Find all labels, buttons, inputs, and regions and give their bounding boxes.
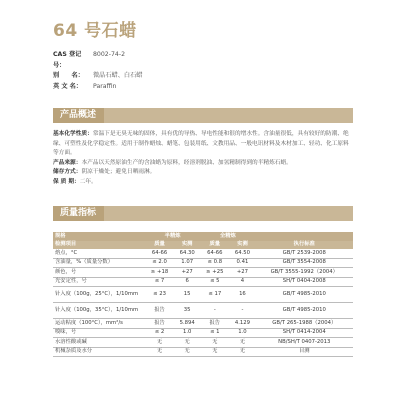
page-title: 64 号石蜡 — [53, 21, 137, 41]
table-row — [53, 268, 353, 278]
overview-key: 储存方式： — [53, 169, 82, 176]
table-row — [53, 303, 353, 319]
item-name-cell: 运动粘度（100°C），mm²/s — [53, 319, 145, 329]
standard-cell: SH/T 0404-2008 — [256, 277, 353, 287]
value-cell: - — [200, 303, 229, 319]
table-row — [53, 277, 353, 287]
value-cell: 报告 — [145, 303, 174, 319]
product-meta — [53, 50, 143, 92]
value-cell: 5.894 — [174, 319, 200, 329]
table-row — [53, 328, 353, 338]
value-cell: ≤ 5 — [200, 277, 229, 287]
value-cell: 无 — [229, 347, 255, 357]
value-cell: 无 — [174, 347, 200, 357]
overview-value: 二年。 — [79, 178, 97, 185]
item-name-cell: 嗅味，号 — [53, 328, 145, 338]
item-name-cell: 水溶性酸或碱 — [53, 338, 145, 348]
value-cell: - — [229, 303, 255, 319]
standard-cell: GB/T 3554-2008 — [256, 258, 353, 268]
group-cell: 半精炼 — [145, 232, 200, 241]
value-cell: 报告 — [200, 319, 229, 329]
value-cell: 15 — [174, 287, 200, 303]
value-cell: 无 — [145, 338, 174, 348]
section-overview-title: 产品概述 — [53, 108, 104, 123]
cas-label: CAS 登记号： — [53, 51, 82, 69]
section-overview-bar — [53, 108, 353, 123]
value-cell: 无 — [174, 338, 200, 348]
item-name-cell: 光安定性，号 — [53, 277, 145, 287]
header-cell: 实测 — [229, 241, 255, 250]
value-cell: 1.0 — [229, 328, 255, 338]
item-name-cell: 针入度（100g，25°C），1/10mm — [53, 287, 145, 303]
overview-key: 产品来源： — [53, 159, 82, 166]
section-quality-title: 质量指标 — [53, 206, 104, 221]
value-cell: 64-66 — [145, 249, 174, 258]
group-cell: 全精炼 — [200, 232, 255, 241]
value-cell: 16 — [229, 287, 255, 303]
value-cell: 无 — [200, 347, 229, 357]
header-cell: 质量 — [145, 241, 174, 250]
value-cell: ≤ 17 — [200, 287, 229, 303]
table-row — [53, 319, 353, 329]
standard-cell: GB/T 4985-2010 — [256, 287, 353, 303]
header-cell: 质量 — [200, 241, 229, 250]
cas-row — [53, 50, 143, 71]
value-cell: 4 — [229, 277, 255, 287]
item-name-cell: 含油量，%（质量分数） — [53, 258, 145, 268]
item-name-cell: 机械杂质及水分 — [53, 347, 145, 357]
overview-value: 本产品以天然原油生产的含油蜡为原料，经溶剂脱油、加氢精制得到的半精炼石蜡。 — [81, 159, 292, 166]
table-header-row — [53, 241, 353, 250]
value-cell: 6 — [174, 277, 200, 287]
overview-paragraph — [53, 178, 349, 188]
value-cell: ≤ 2.0 — [145, 258, 174, 268]
group-cell — [256, 232, 353, 241]
standard-cell: GB/T 2539-2008 — [256, 249, 353, 258]
value-cell: ≤ 23 — [145, 287, 174, 303]
standard-cell: 目测 — [256, 347, 353, 357]
value-cell: ≤ 0.8 — [200, 258, 229, 268]
overview-value: 常温下是无臭无味的固体，具有优的导热、导电性能和很的增水性。含油量很低，具有较好的防潮、绝缘、可塑性及化学稳定性。适用于制作蜡烛、蜡笔、包装用纸、文教用品、一般电讯材料及木材加工、轻功、化工原料等方面。 — [53, 131, 349, 157]
standard-cell: GB/T 4985-2010 — [256, 303, 353, 319]
item-name-cell: 颜色，号 — [53, 268, 145, 278]
header-cell: 实测 — [174, 241, 200, 250]
value-cell: 35 — [174, 303, 200, 319]
value-cell: 64.50 — [229, 249, 255, 258]
value-cell: 1.07 — [174, 258, 200, 268]
item-name-cell: 熔点，°C — [53, 249, 145, 258]
standard-cell: GB/T 3555-1992（2004） — [256, 268, 353, 278]
value-cell: 4.129 — [229, 319, 255, 329]
alias-label: 别 名： — [53, 72, 84, 79]
english-name-row — [53, 82, 143, 93]
value-cell: 无 — [200, 338, 229, 348]
overview-paragraph — [53, 159, 349, 169]
quality-spec-table — [53, 232, 353, 357]
value-cell: ≤ 7 — [145, 277, 174, 287]
value-cell: 无 — [145, 347, 174, 357]
header-cell: 检测项目 — [53, 241, 145, 250]
english-name-label: 英 文 名： — [53, 82, 83, 90]
value-cell: ≤ 1 — [200, 328, 229, 338]
table-group-row — [53, 232, 353, 241]
overview-value: 阴凉干燥处；避免日晒雨淋。 — [81, 169, 156, 176]
standard-cell: NB/SH/T 0407-2013 — [256, 338, 353, 348]
table-row — [53, 258, 353, 268]
group-cell: 规格 — [53, 232, 145, 241]
standard-cell: GB/T 265-1988（2004） — [256, 319, 353, 329]
table-row — [53, 249, 353, 258]
value-cell: 64-66 — [200, 249, 229, 258]
standard-cell: SH/T 0414-2004 — [256, 328, 353, 338]
table-row — [53, 287, 353, 303]
value-cell: +27 — [229, 268, 255, 278]
table-row — [53, 347, 353, 357]
section-quality-bar — [53, 206, 353, 221]
value-cell: ≥ +25 — [200, 268, 229, 278]
table-row — [53, 338, 353, 348]
value-cell: 报告 — [145, 319, 174, 329]
overview-paragraph — [53, 130, 349, 159]
english-name-value: Paraffin — [93, 82, 117, 90]
value-cell: 64.30 — [174, 249, 200, 258]
alias-row — [53, 71, 143, 82]
overview-text — [53, 130, 349, 188]
overview-paragraph — [53, 168, 349, 178]
overview-key: 基本化学性质： — [53, 131, 93, 137]
value-cell: 0.41 — [229, 258, 255, 268]
value-cell: 无 — [229, 338, 255, 348]
value-cell: +27 — [174, 268, 200, 278]
value-cell: 1.0 — [174, 328, 200, 338]
value-cell: ≥ +18 — [145, 268, 174, 278]
value-cell: ≤ 2 — [145, 328, 174, 338]
overview-key: 保 质 期： — [53, 178, 80, 185]
item-name-cell: 针入度（100g，35°C），1/10mm — [53, 303, 145, 319]
alias-value: 微晶石蜡、白石蜡 — [93, 72, 143, 79]
cas-value: 8002-74-2 — [93, 51, 126, 58]
header-cell: 执行标准 — [256, 241, 353, 250]
